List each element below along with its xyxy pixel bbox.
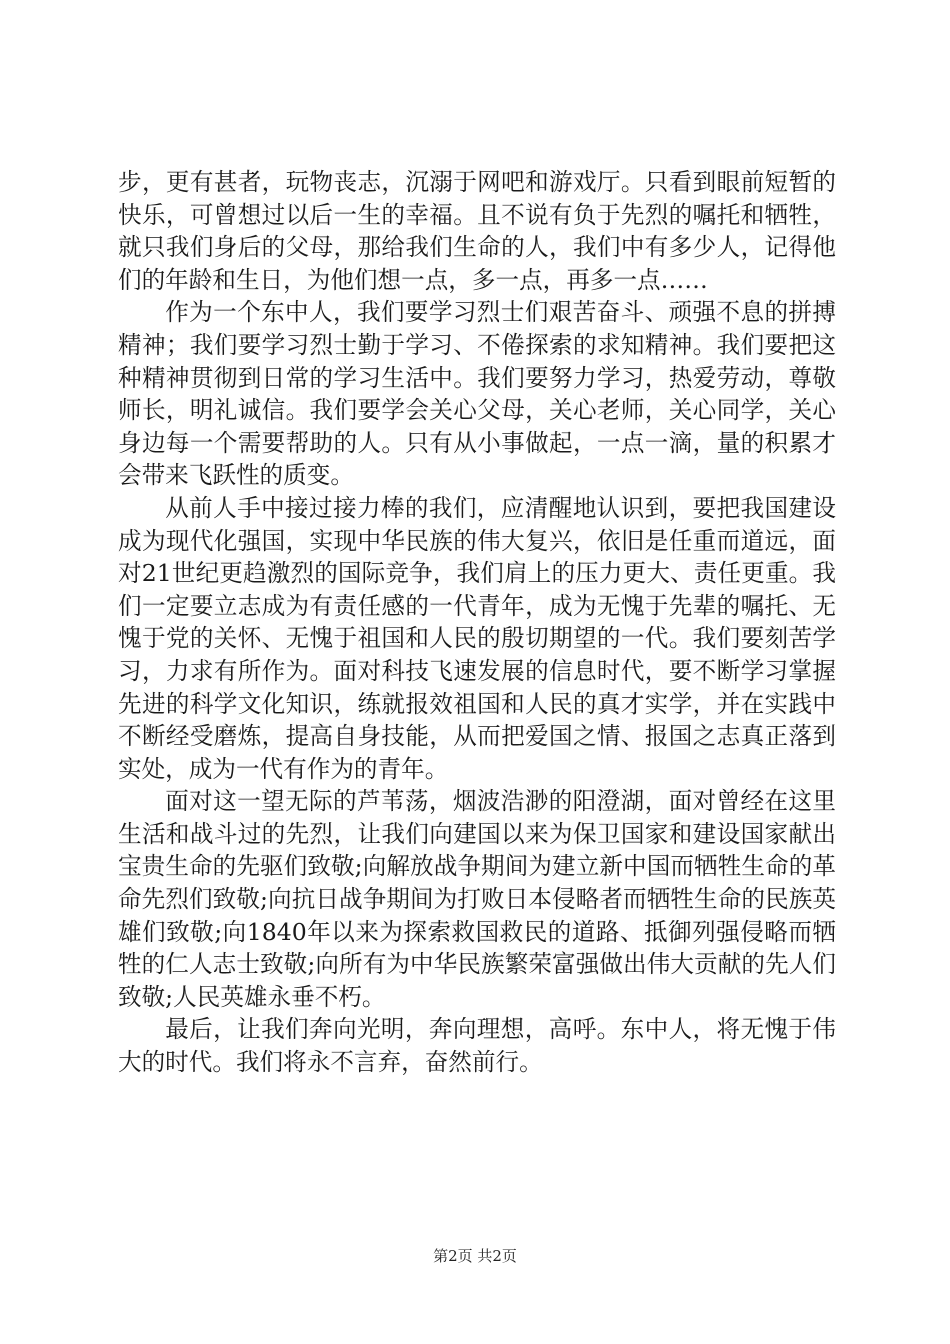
paragraph-4: 面对这一望无际的芦苇荡，烟波浩渺的阳澄湖，面对曾经在这里生活和战斗过的先烈，让我们向建国以来为保卫国家和建设国家献出宝贵生命的先驱们致敬;向解放战争期间为建立新中国而牺牲生命的革命先烈们致敬;向抗日战争期间为打败日本侵略者而牺牲生命的民族英雄们致敬;向1840年以来为探索救国救民的道路、抵御列强侵略而牺牲的仁人志士致敬;向所有为中华民族繁荣富强做出伟大贡献的先人们致敬;人民英雄永垂不朽。	[118, 787, 836, 1011]
paragraph-3: 从前人手中接过接力棒的我们，应清醒地认识到，要把我国建设成为现代化强国，实现中华民族的伟大复兴，依旧是任重而道远，面对21世纪更趋激烈的国际竞争，我们肩上的压力更大、责任更重。我们一定要立志成为有责任感的一代青年，成为无愧于先辈的嘱托、无愧于党的关怀、无愧于祖国和人民的殷切期望的一代。我们要刻苦学习，力求有所作为。面对科技飞速发展的信息时代，要不断学习掌握先进的科学文化知识，练就报效祖国和人民的真才实学，并在实践中不断经受磨炼，提高自身技能，从而把爱国之情、报国之志真正落到实处，成为一代有作为的青年。	[118, 493, 836, 783]
page-number-label: 第2页 共2页	[433, 1247, 517, 1265]
paragraph-2: 作为一个东中人，我们要学习烈士们艰苦奋斗、顽强不息的拼搏精神；我们要学习烈士勤于学习、不倦探索的求知精神。我们要把这种精神贯彻到日常的学习生活中。我们要努力学习，热爱劳动，尊敬师长，明礼诚信。我们要学会关心父母，关心老师，关心同学，关心身边每一个需要帮助的人。只有从小事做起，一点一滴，量的积累才会带来飞跃性的质变。	[118, 298, 836, 490]
paragraph-5: 最后，让我们奔向光明，奔向理想，高呼。东中人，将无愧于伟大的时代。我们将永不言弃，奋然前行。	[118, 1015, 836, 1077]
document-body	[118, 166, 836, 1079]
page-footer	[0, 1245, 950, 1266]
paragraph-1: 步，更有甚者，玩物丧志，沉溺于网吧和游戏厅。只看到眼前短暂的快乐，可曾想过以后一生的幸福。且不说有负于先烈的嘱托和牺牲，就只我们身后的父母，那给我们生命的人，我们中有多少人，记得他们的年龄和生日，为他们想一点，多一点，再多一点……	[118, 168, 836, 294]
